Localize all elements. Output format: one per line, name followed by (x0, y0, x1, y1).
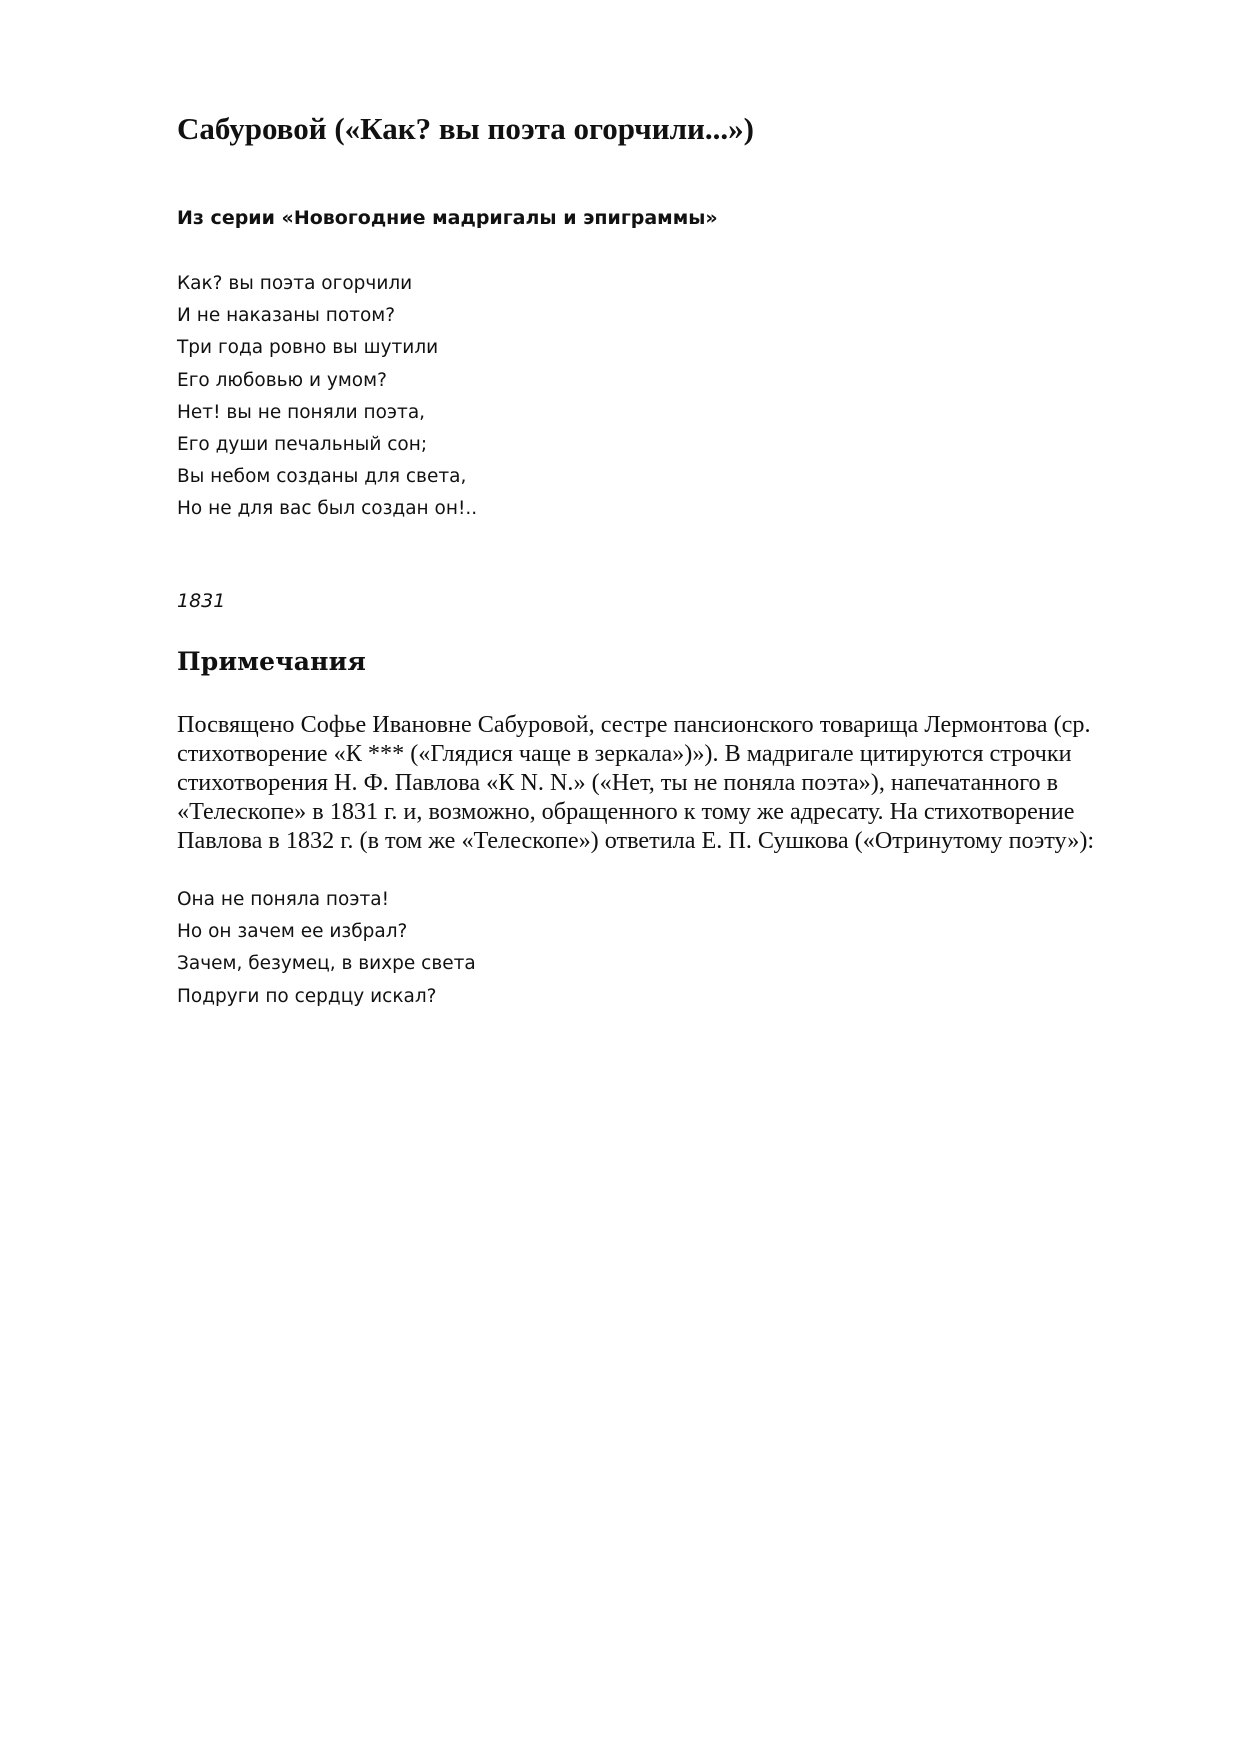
quoted-poem (177, 884, 476, 1013)
poem-line: Но не для вас был создан он!.. (177, 498, 478, 520)
notes-paragraph: Посвящено Софье Ивановне Сабуровой, сестре пансионского товарища Лермонтова (ср. стихотворение «К *** («Глядися чаще в зеркала»)»). В мадригале цитируются строчки стихотворения Н. Ф. Павлова «К N. N.» («Нет, ты не поняла поэта»), напечатанного в «Телескопе» в 1831 г. и, возможно, обращенного к тому же адресату. На стихотворение Павлова в 1832 г. (в том же «Телескопе») ответила Е. П. Сушкова («Отринутому поэту»): (177, 711, 1095, 854)
quote-line: Подруги по сердцу искал? (177, 985, 437, 1007)
poem-line: Вы небом созданы для света, (177, 466, 467, 488)
poem-line: Нет! вы не поняли поэта, (177, 401, 426, 423)
poem-year: 1831 (177, 590, 226, 612)
notes-heading: Примечания (177, 647, 367, 676)
document-content (177, 110, 1137, 1007)
poem-line: Его души печальный сон; (177, 433, 428, 455)
quote-line: Она не поняла поэта! (177, 889, 390, 910)
page-title: Сабуровой («Как? вы поэта огорчили...») (177, 111, 754, 146)
series-subtitle: Из серии «Новогодние мадригалы и эпиграммы» (177, 207, 718, 229)
quote-line: Но он зачем ее избрал? (177, 921, 408, 943)
quote-line: Зачем, безумец, в вихре света (177, 953, 476, 975)
poem-line: Как? вы поэта огорчили (177, 273, 413, 294)
poem-line: Три года ровно вы шутили (177, 337, 439, 359)
poem (177, 268, 477, 526)
poem-line: Его любовью и умом? (177, 369, 387, 391)
poem-line: И не наказаны потом? (177, 305, 396, 327)
